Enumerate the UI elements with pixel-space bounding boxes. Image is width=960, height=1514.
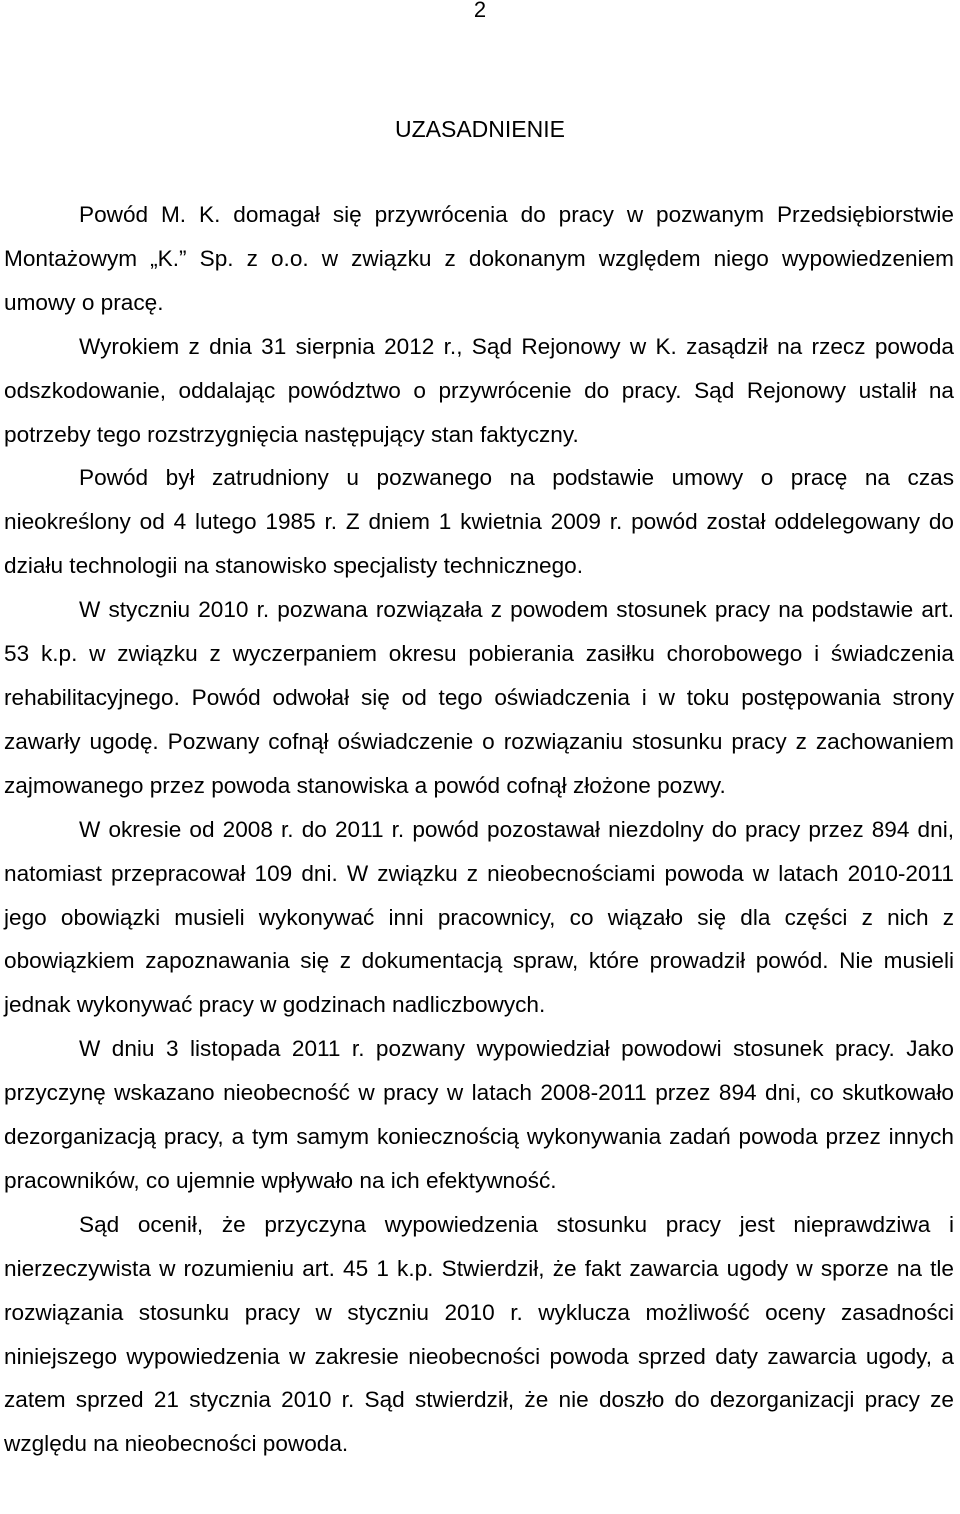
paragraph-3: Powód był zatrudniony u pozwanego na podstawie umowy o pracę na czas nieokreślony od 4 lutego 1985 r. Z dniem 1 kwietnia 2009 r. powód został oddelegowany do działu technologii na stanowisko specjalisty technicznego. [4, 465, 954, 579]
paragraph-7: Sąd ocenił, że przyczyna wypowiedzenia stosunku pracy jest nieprawdziwa i nierzeczywista w rozumieniu art. 45 1 k.p. Stwierdził, że fakt zawarcia ugody w sporze na tle rozwiązania stosunku pracy w styczniu 2010 r. wyklucza możliwość oceny zasadności niniejszego wypowiedzenia w zakresie nieobecności powoda sprzed daty zawarcia ugody, a zatem sprzed 21 stycznia 2010 r. Sąd stwierdził, że nie doszło do dezorganizacji pracy ze względu na nieobecności powoda. [4, 1211, 954, 1457]
paragraph-1: Powód M. K. domagał się przywrócenia do pracy w pozwanym Przedsiębiorstwie Montażowym „K.” Sp. z o.o. w związku z dokonanym względem niego wypowiedzeniem umowy o pracę. [4, 202, 954, 315]
paragraph-5: W okresie od 2008 r. do 2011 r. powód pozostawał niezdolny do pracy przez 894 dni, natomiast przepracował 109 dni. W związku z nieobecnościami powoda w latach 2010-2011 jego obowiązki musieli wykonywać inni pracownicy, co wiązało się dla części z nich z obowiązkiem zapoznawania się z dokumentacją spraw, które prowadził powód. Nie musieli jednak wykonywać pracy w godzinach nadliczbowych. [4, 816, 954, 1018]
document-heading: UZASADNIENIE [395, 116, 565, 143]
document-body [4, 193, 954, 1466]
paragraph-2: Wyrokiem z dnia 31 sierpnia 2012 r., Sąd Rejonowy w K. zasądził na rzecz powoda odszkodowanie, oddalając powództwo o przywrócenie do pracy. Sąd Rejonowy ustalił na potrzeby tego rozstrzygnięcia następujący stan faktyczny. [4, 333, 954, 447]
paragraph-4: W styczniu 2010 r. pozwana rozwiązała z powodem stosunek pracy na podstawie art. 53 k.p. w związku z wyczerpaniem okresu pobierania zasiłku chorobowego i świadczenia rehabilitacyjnego. Powód odwołał się od tego oświadczenia i w toku postępowania strony zawarły ugodę. Pozwany cofnął oświadczenie o rozwiązaniu stosunku pracy z zachowaniem zajmowanego przez powoda stanowiska a powód cofnął złożone pozwy. [4, 597, 954, 798]
page-number: 2 [473, 0, 487, 22]
paragraph-6: W dniu 3 listopada 2011 r. pozwany wypowiedział powodowi stosunek pracy. Jako przyczynę wskazano nieobecność w pracy w latach 2008-2011 przez 894 dni, co skutkowało dezorganizacją pracy, a tym samym koniecznością wykonywania zadań powoda przez innych pracowników, co ujemnie wpływało na ich efektywność. [4, 1036, 954, 1193]
